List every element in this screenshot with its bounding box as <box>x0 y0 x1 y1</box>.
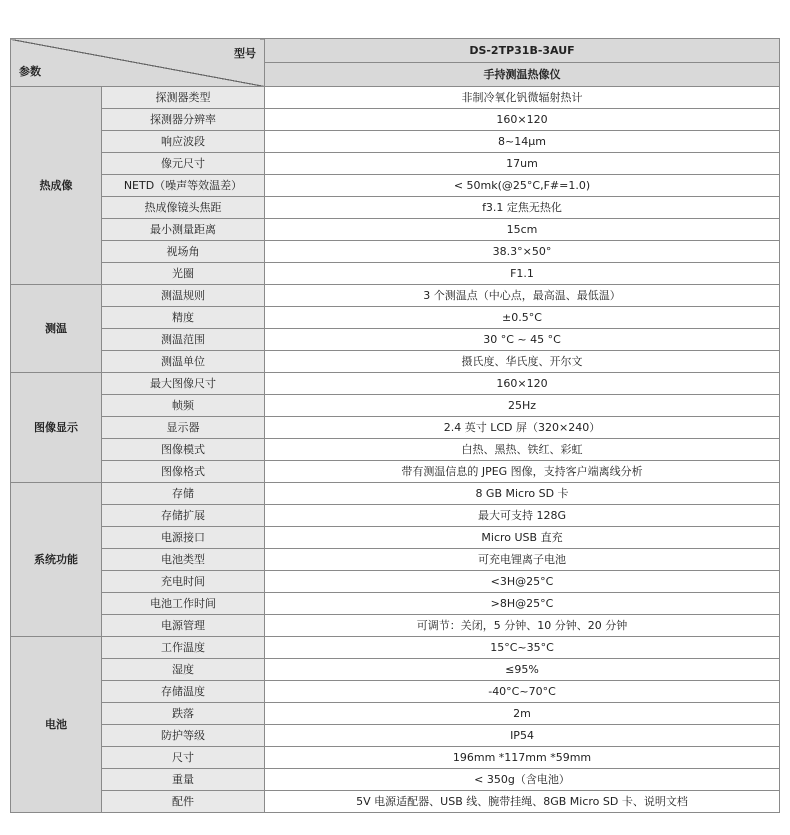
spec-row <box>11 593 780 615</box>
spec-value: 可调节：关闭，5 分钟、10 分钟、20 分钟 <box>265 615 780 637</box>
spec-row <box>11 637 780 659</box>
spec-row <box>11 527 780 549</box>
group-name: 系统功能 <box>11 483 102 637</box>
spec-row <box>11 197 780 219</box>
header-diagonal-cell <box>11 39 265 87</box>
spec-row <box>11 461 780 483</box>
spec-value: Micro USB 直充 <box>265 527 780 549</box>
spec-label: 电源管理 <box>102 615 265 637</box>
spec-label: 帧频 <box>102 395 265 417</box>
spec-label: 存储扩展 <box>102 505 265 527</box>
spec-value: 最大可支持 128G <box>265 505 780 527</box>
spec-label: 测温规则 <box>102 285 265 307</box>
group-name: 图像显示 <box>11 373 102 483</box>
spec-row <box>11 747 780 769</box>
product-name: 手持测温热像仪 <box>265 63 780 87</box>
spec-row <box>11 373 780 395</box>
spec-row <box>11 417 780 439</box>
spec-row <box>11 791 780 813</box>
spec-row <box>11 439 780 461</box>
spec-row <box>11 549 780 571</box>
spec-value: 2.4 英寸 LCD 屏（320×240） <box>265 417 780 439</box>
spec-label: 显示器 <box>102 417 265 439</box>
header-row-model <box>11 39 780 63</box>
spec-label: 光圈 <box>102 263 265 285</box>
spec-value: 160×120 <box>265 109 780 131</box>
spec-row <box>11 219 780 241</box>
spec-label: 测温范围 <box>102 329 265 351</box>
spec-value: 15°C~35°C <box>265 637 780 659</box>
spec-value: 196mm *117mm *59mm <box>265 747 780 769</box>
group-name: 电池 <box>11 637 102 813</box>
param-header-label: 参数 <box>19 65 41 78</box>
spec-value: 摄氏度、华氏度、开尔文 <box>265 351 780 373</box>
spec-label: 电源接口 <box>102 527 265 549</box>
spec-value: 白热、黑热、铁红、彩虹 <box>265 439 780 461</box>
spec-label: 防护等级 <box>102 725 265 747</box>
spec-value: IP54 <box>265 725 780 747</box>
spec-value: 3 个测温点（中心点，最高温、最低温） <box>265 285 780 307</box>
spec-value: -40°C~70°C <box>265 681 780 703</box>
spec-row <box>11 571 780 593</box>
spec-row <box>11 329 780 351</box>
spec-value: >8H@25°C <box>265 593 780 615</box>
spec-label: 探测器类型 <box>102 87 265 109</box>
spec-label: 视场角 <box>102 241 265 263</box>
spec-row <box>11 285 780 307</box>
spec-value: 30 °C ~ 45 °C <box>265 329 780 351</box>
spec-value: < 350g（含电池） <box>265 769 780 791</box>
spec-value: <3H@25°C <box>265 571 780 593</box>
spec-label: 图像模式 <box>102 439 265 461</box>
spec-label: 响应波段 <box>102 131 265 153</box>
spec-row <box>11 87 780 109</box>
spec-value: 可充电锂离子电池 <box>265 549 780 571</box>
spec-value: ±0.5°C <box>265 307 780 329</box>
spec-label: 最大图像尺寸 <box>102 373 265 395</box>
spec-label: NETD（噪声等效温差） <box>102 175 265 197</box>
spec-value: 38.3°×50° <box>265 241 780 263</box>
spec-row <box>11 395 780 417</box>
spec-value: 5V 电源适配器、USB 线、腕带挂绳、8GB Micro SD 卡、说明文档 <box>265 791 780 813</box>
spec-value: 带有测温信息的 JPEG 图像，支持客户端离线分析 <box>265 461 780 483</box>
spec-value: 8~14μm <box>265 131 780 153</box>
spec-label: 精度 <box>102 307 265 329</box>
spec-label: 配件 <box>102 791 265 813</box>
spec-row <box>11 351 780 373</box>
spec-label: 电池工作时间 <box>102 593 265 615</box>
spec-label: 跌落 <box>102 703 265 725</box>
spec-value: < 50mk(@25°C,F#=1.0) <box>265 175 780 197</box>
model-header-label: 型号 <box>234 47 256 60</box>
spec-label: 热成像镜头焦距 <box>102 197 265 219</box>
spec-value: 17um <box>265 153 780 175</box>
spec-value: 15cm <box>265 219 780 241</box>
spec-value: 8 GB Micro SD 卡 <box>265 483 780 505</box>
spec-row <box>11 175 780 197</box>
spec-label: 像元尺寸 <box>102 153 265 175</box>
spec-row <box>11 659 780 681</box>
spec-row <box>11 483 780 505</box>
spec-label: 图像格式 <box>102 461 265 483</box>
spec-label: 电池类型 <box>102 549 265 571</box>
spec-value: 非制冷氧化钒微辐射热计 <box>265 87 780 109</box>
group-name: 热成像 <box>11 87 102 285</box>
spec-row <box>11 153 780 175</box>
spec-row <box>11 263 780 285</box>
spec-label: 存储温度 <box>102 681 265 703</box>
spec-table <box>10 38 780 813</box>
spec-label: 重量 <box>102 769 265 791</box>
spec-label: 最小测量距离 <box>102 219 265 241</box>
spec-row <box>11 615 780 637</box>
spec-value: ≤95% <box>265 659 780 681</box>
spec-row <box>11 241 780 263</box>
spec-value: f3.1 定焦无热化 <box>265 197 780 219</box>
spec-row <box>11 505 780 527</box>
spec-label: 工作温度 <box>102 637 265 659</box>
spec-row <box>11 109 780 131</box>
spec-value: 160×120 <box>265 373 780 395</box>
spec-row <box>11 131 780 153</box>
spec-label: 存储 <box>102 483 265 505</box>
model-name: DS-2TP31B-3AUF <box>265 39 780 63</box>
spec-row <box>11 703 780 725</box>
spec-label: 湿度 <box>102 659 265 681</box>
spec-row <box>11 307 780 329</box>
spec-row <box>11 681 780 703</box>
group-name: 测温 <box>11 285 102 373</box>
spec-value: F1.1 <box>265 263 780 285</box>
spec-row <box>11 769 780 791</box>
spec-label: 探测器分辨率 <box>102 109 265 131</box>
spec-label: 尺寸 <box>102 747 265 769</box>
spec-value: 2m <box>265 703 780 725</box>
spec-row <box>11 725 780 747</box>
spec-label: 测温单位 <box>102 351 265 373</box>
spec-label: 充电时间 <box>102 571 265 593</box>
spec-value: 25Hz <box>265 395 780 417</box>
